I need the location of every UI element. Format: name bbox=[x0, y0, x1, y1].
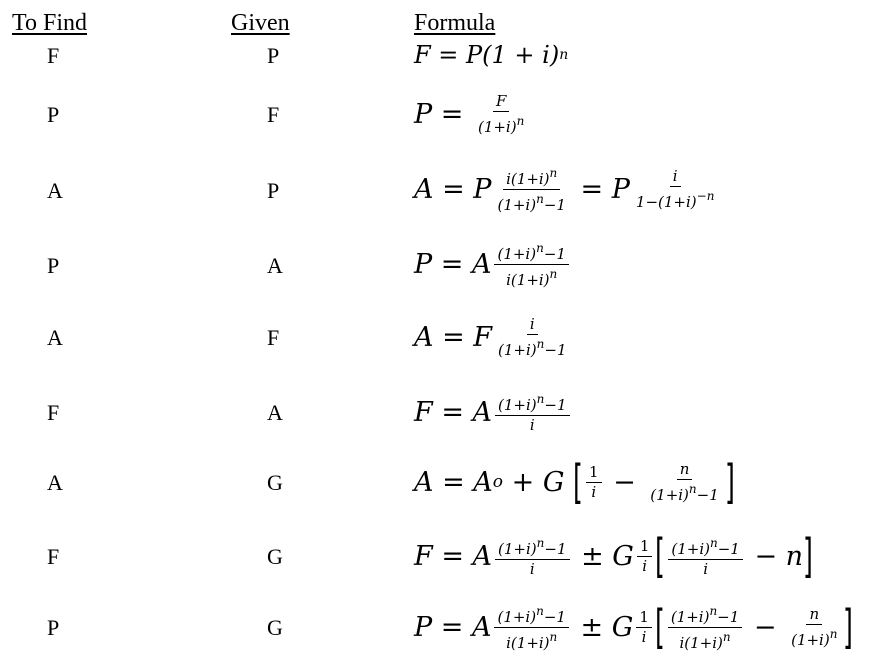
header-formula: Formula bbox=[414, 10, 496, 36]
formula-p-given-a: P = A $\frac{(1+i)^n-1}{i(1+i)^n}$ bbox=[414, 229, 572, 299]
fraction: $\frac{i}{(1+i)^n-1}$ bbox=[498, 314, 567, 359]
given-cell: F bbox=[267, 102, 280, 127]
fraction: $\frac{1}{i}$ bbox=[586, 463, 602, 502]
fraction: $\frac{1}{i}$ bbox=[637, 537, 653, 576]
to-find-cell: P bbox=[47, 253, 60, 278]
to-find-cell: P bbox=[47, 102, 60, 127]
given-cell: G bbox=[267, 615, 283, 640]
formula-f-given-g: F = A $\frac{(1+i)^n-1}{i}$ ± G $\frac{1}{i}$ [ $\frac{(1+i)^n-1}{i}$ − n ] bbox=[414, 529, 813, 583]
given-cell: P bbox=[267, 43, 280, 68]
fraction: $\frac{F}{(1+i)^n}$ bbox=[477, 91, 525, 136]
given-cell: A bbox=[267, 253, 283, 278]
fraction: $\frac{1}{i}$ bbox=[636, 608, 652, 647]
formula-a-given-f: A = F $\frac{i}{(1+i)^n-1}$ bbox=[414, 302, 573, 372]
fraction: $\frac{i}{1-(1+i)^{-n}}$ bbox=[635, 166, 715, 211]
fraction: $\frac{(1+i)^n-1}{i(1+i)^n}$ bbox=[668, 602, 742, 653]
to-find-cell: A bbox=[47, 178, 63, 203]
given-cell: A bbox=[267, 400, 283, 425]
to-find-cell: A bbox=[47, 325, 63, 350]
fraction: $\frac{(1+i)^n-1}{i(1+i)^n}$ bbox=[494, 239, 568, 290]
formula-a-given-p: A = P $\frac{i(1+i)^n}{(1+i)^n-1}$ = P $\frac{i}{1-(1+i)^{-n}}$ bbox=[414, 154, 720, 224]
given-cell: G bbox=[267, 544, 283, 569]
given-cell: G bbox=[267, 470, 283, 495]
to-find-cell: P bbox=[47, 615, 60, 640]
fraction: $\frac{n}{(1+i)^n}$ bbox=[791, 604, 838, 649]
formula-p-given-f: P = $\frac{F}{(1+i)^n}$ bbox=[414, 79, 530, 149]
formula-a-given-g: A = A o + G [ $\frac{1}{i}$ − $\frac{n}{(1+i)^n-1}$ ] bbox=[414, 455, 735, 509]
to-find-cell: F bbox=[47, 400, 60, 425]
to-find-cell: F bbox=[47, 43, 60, 68]
to-find-cell: F bbox=[47, 544, 60, 569]
fraction: $\frac{i(1+i)^n}{(1+i)^n-1}$ bbox=[497, 165, 566, 214]
fraction: $\frac{(1+i)^n-1}{i}$ bbox=[495, 534, 569, 579]
given-cell: P bbox=[267, 178, 280, 203]
formula-f-given-a: F = A $\frac{(1+i)^n-1}{i}$ bbox=[414, 377, 573, 447]
to-find-cell: A bbox=[47, 470, 63, 495]
fraction: $\frac{(1+i)^n-1}{i}$ bbox=[495, 390, 569, 435]
header-given: Given bbox=[231, 10, 290, 36]
fraction: $\frac{(1+i)^n-1}{i}$ bbox=[668, 534, 742, 579]
fraction: $\frac{(1+i)^n-1}{i(1+i)^n}$ bbox=[494, 602, 568, 653]
header-to-find: To Find bbox=[12, 10, 87, 36]
formula-f-given-p: F = P(1 + i) n bbox=[414, 41, 569, 69]
fraction: $\frac{n}{(1+i)^n-1}$ bbox=[650, 459, 719, 504]
given-cell: F bbox=[267, 325, 280, 350]
formula-p-given-g: P = A $\frac{(1+i)^n-1}{i(1+i)^n}$ ± G $\frac{1}{i}$ [ $\frac{(1+i)^n-1}{i(1+i)^n}$ − $\frac{n}{(1+i)^n}$ ] bbox=[414, 600, 854, 654]
